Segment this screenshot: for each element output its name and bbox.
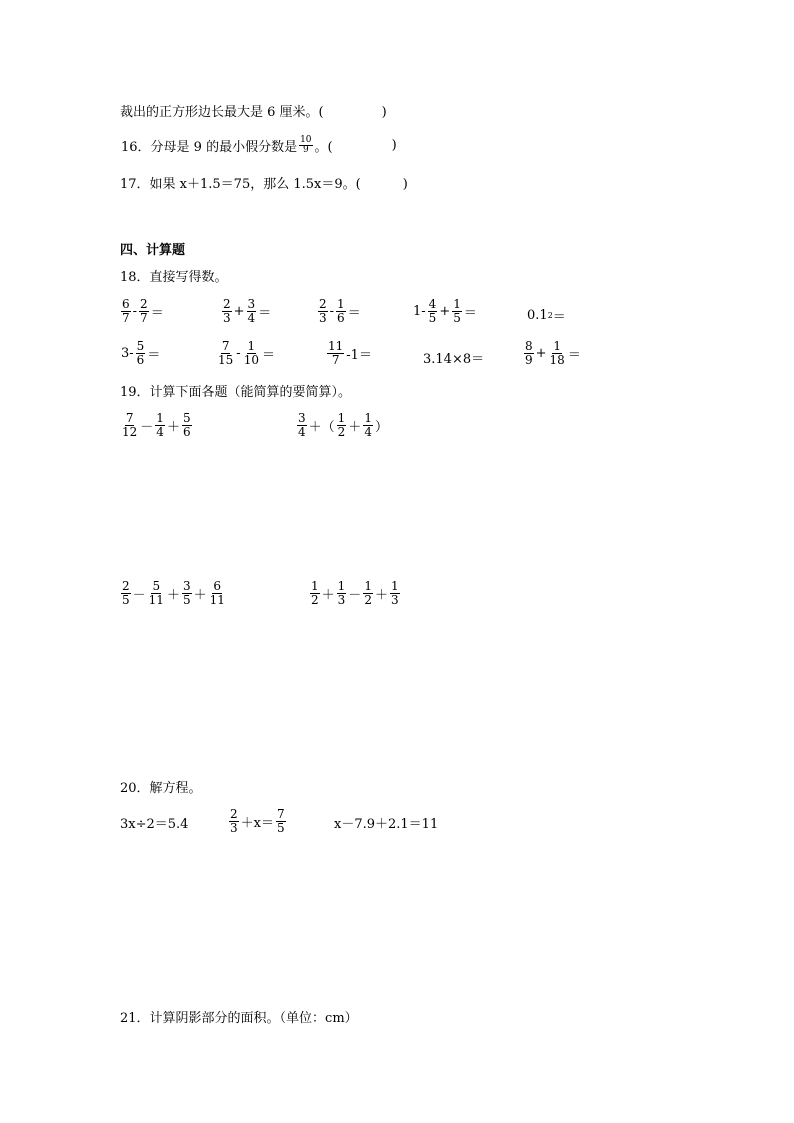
fraction-denominator: 15	[218, 353, 234, 367]
fraction-numerator: 7	[221, 339, 230, 353]
fraction	[247, 298, 257, 325]
fraction-numerator: 5	[152, 579, 161, 593]
fraction-denominator: 18	[549, 353, 565, 367]
fraction-denominator: 3	[319, 311, 327, 325]
fraction-denominator: 11	[148, 593, 164, 607]
fraction	[182, 412, 192, 439]
math-operator: ＋	[166, 420, 180, 435]
q15-text: 裁出的正方形边长最大是 6 厘米。(	[120, 105, 324, 120]
fraction-numerator: 1	[390, 579, 399, 593]
fraction	[217, 340, 234, 367]
q18-r2-e2	[216, 340, 276, 367]
q16-frac-den: 9	[302, 145, 309, 155]
fraction	[121, 298, 131, 325]
fraction-denominator: 4	[364, 425, 372, 439]
math-operator: ＋	[321, 588, 335, 603]
fraction-numerator: 2	[230, 807, 238, 821]
fraction-denominator: 3	[337, 593, 346, 607]
fraction	[222, 298, 232, 325]
math-operator: ＋	[348, 420, 362, 435]
math-operator: -1＝	[346, 348, 372, 363]
math-operator: ＝	[552, 310, 566, 325]
fraction-denominator: 10	[243, 353, 259, 367]
q16-line	[120, 136, 397, 155]
q15-close-paren: )	[381, 105, 387, 120]
q17-text: 17．如果 x＋1.5＝75，那么 1.5x＝9。(	[120, 177, 361, 192]
fraction	[318, 298, 328, 325]
fraction-numerator: 4	[428, 297, 437, 311]
q16-frac-num: 10	[300, 135, 312, 145]
q18-r1-e4	[412, 298, 478, 325]
fraction	[390, 580, 400, 607]
fraction-numerator: 7	[276, 807, 285, 821]
math-operator: 3-	[121, 346, 134, 361]
fraction-denominator: 5	[182, 593, 191, 607]
fraction	[121, 580, 131, 607]
fraction-numerator: 1	[311, 579, 319, 593]
fraction-numerator: 3	[247, 297, 256, 311]
math-operator: ＋	[166, 588, 180, 603]
fraction-denominator: 6	[337, 311, 345, 325]
fraction-numerator: 5	[182, 411, 191, 425]
math-operator: ＝	[463, 306, 477, 321]
math-operator: ＋	[374, 588, 388, 603]
fraction-denominator: 3	[230, 821, 238, 835]
math-operator: 2	[547, 311, 553, 320]
fraction-numerator: 1	[337, 411, 346, 425]
math-operator: ＝	[567, 348, 581, 363]
fraction	[136, 340, 146, 367]
math-operator: -	[132, 304, 138, 319]
fraction	[148, 580, 165, 607]
fraction-numerator: 1	[337, 579, 346, 593]
fraction-numerator: 1	[453, 297, 461, 311]
fraction	[310, 580, 320, 607]
math-operator: ＝	[147, 348, 161, 363]
math-operator: 3.14×8＝	[423, 352, 485, 367]
math-operator: +	[535, 346, 547, 361]
fraction-numerator: 11	[328, 339, 344, 353]
math-operator: +	[439, 304, 451, 319]
math-operator: －	[140, 420, 154, 435]
math-operator: ＝	[261, 348, 275, 363]
q20-equation-3: x－7.9＋2.1＝11	[334, 817, 439, 832]
q18-r2-e5	[523, 340, 582, 367]
fraction	[327, 340, 344, 367]
fraction	[363, 412, 373, 439]
fraction-denominator: 5	[276, 821, 285, 835]
fraction-numerator: 1	[364, 579, 372, 593]
fraction-numerator: 2	[223, 297, 231, 311]
q18-r2-e4	[423, 348, 484, 367]
fraction-denominator: 5	[453, 311, 461, 325]
fraction-denominator: 5	[428, 311, 437, 325]
q16-suffix: 。(	[314, 140, 333, 155]
fraction-denominator: 7	[140, 311, 148, 325]
q19-problem-2	[296, 412, 389, 439]
fraction	[209, 580, 226, 607]
q18-title: 18．直接写得数。	[120, 270, 228, 285]
fraction	[121, 412, 138, 439]
fraction	[276, 808, 286, 835]
fraction-numerator: 1	[156, 411, 164, 425]
fraction-numerator: 6	[122, 297, 130, 311]
math-operator: －	[132, 588, 146, 603]
q19-problem-1	[120, 412, 193, 439]
fraction-numerator: 1	[337, 297, 345, 311]
fraction	[337, 580, 347, 607]
q19-problem-4	[309, 580, 401, 607]
math-operator: 1-	[413, 304, 426, 319]
fraction-denominator: 5	[122, 593, 130, 607]
fraction-numerator: 6	[213, 579, 222, 593]
fraction-numerator: 1	[364, 411, 372, 425]
fraction-denominator: 2	[311, 593, 319, 607]
fraction	[336, 298, 346, 325]
q18-r2-e3	[326, 340, 373, 367]
fraction-denominator: 3	[390, 593, 399, 607]
fraction-denominator: 4	[298, 425, 306, 439]
q20-equation-2	[228, 808, 287, 835]
math-operator: ）	[374, 420, 388, 435]
q17-line	[120, 178, 408, 191]
fraction	[243, 340, 260, 367]
fraction	[549, 340, 566, 367]
q18-r1-e5	[527, 306, 566, 325]
fraction-denominator: 9	[525, 353, 533, 367]
fraction-numerator: 2	[319, 297, 327, 311]
section-4-heading: 四、计算题	[120, 243, 186, 258]
math-operator: ＝	[347, 306, 361, 321]
fraction-numerator: 8	[525, 339, 533, 353]
math-operator: ＋	[193, 588, 207, 603]
fraction	[139, 298, 149, 325]
math-operator: ＋（	[308, 420, 335, 435]
q16-prefix: 16．分母是 9 的最小假分数是	[121, 140, 298, 155]
fraction-denominator: 2	[337, 425, 346, 439]
math-operator: -	[236, 346, 241, 361]
fraction-denominator: 7	[331, 353, 340, 367]
q19-problem-3	[120, 580, 227, 607]
math-operator: ＝	[150, 306, 164, 321]
q18-r1-e1	[120, 298, 165, 325]
q16-close-paren: )	[391, 138, 397, 153]
q15-line	[120, 106, 387, 119]
fraction	[363, 580, 373, 607]
q17-close-paren: )	[402, 177, 408, 192]
fraction	[297, 412, 307, 439]
q19-title: 19．计算下面各题（能简算的要简算）。	[120, 385, 352, 400]
fraction-numerator: 5	[136, 339, 145, 353]
fraction-numerator: 1	[247, 339, 256, 353]
math-operator: -	[329, 304, 335, 319]
fraction-denominator: 4	[156, 425, 164, 439]
q18-r2-e1	[120, 340, 161, 367]
fraction	[428, 298, 438, 325]
q21-title: 21．计算阴影部分的面积。（单位：cm）	[120, 1011, 358, 1026]
math-operator: ＋x＝	[240, 816, 274, 831]
fraction-denominator: 2	[364, 593, 372, 607]
fraction	[524, 340, 534, 367]
fraction-numerator: 7	[125, 411, 134, 425]
fraction-numerator: 3	[182, 579, 191, 593]
fraction	[229, 808, 239, 835]
fraction	[155, 412, 165, 439]
q18-r1-e2	[221, 298, 272, 325]
fraction-denominator: 6	[182, 425, 191, 439]
fraction-numerator: 2	[122, 579, 130, 593]
fraction-denominator: 3	[223, 311, 231, 325]
q16-fraction	[299, 136, 312, 155]
fraction	[337, 412, 347, 439]
fraction-denominator: 6	[136, 353, 145, 367]
math-operator: 0.1	[527, 308, 548, 323]
fraction-numerator: 2	[140, 297, 148, 311]
fraction-numerator: 1	[553, 339, 561, 353]
math-operator: ＝	[258, 306, 272, 321]
fraction	[452, 298, 462, 325]
q20-title: 20．解方程。	[120, 781, 202, 796]
q20-equation-1: 3x÷2＝5.4	[120, 817, 189, 832]
q18-r1-e3	[317, 298, 362, 325]
fraction	[182, 580, 192, 607]
math-operator: +	[233, 304, 245, 319]
fraction-denominator: 4	[247, 311, 256, 325]
fraction-denominator: 11	[209, 593, 225, 607]
fraction-denominator: 7	[122, 311, 130, 325]
fraction-denominator: 12	[122, 425, 138, 439]
math-operator: －	[348, 588, 362, 603]
fraction-numerator: 3	[298, 411, 306, 425]
